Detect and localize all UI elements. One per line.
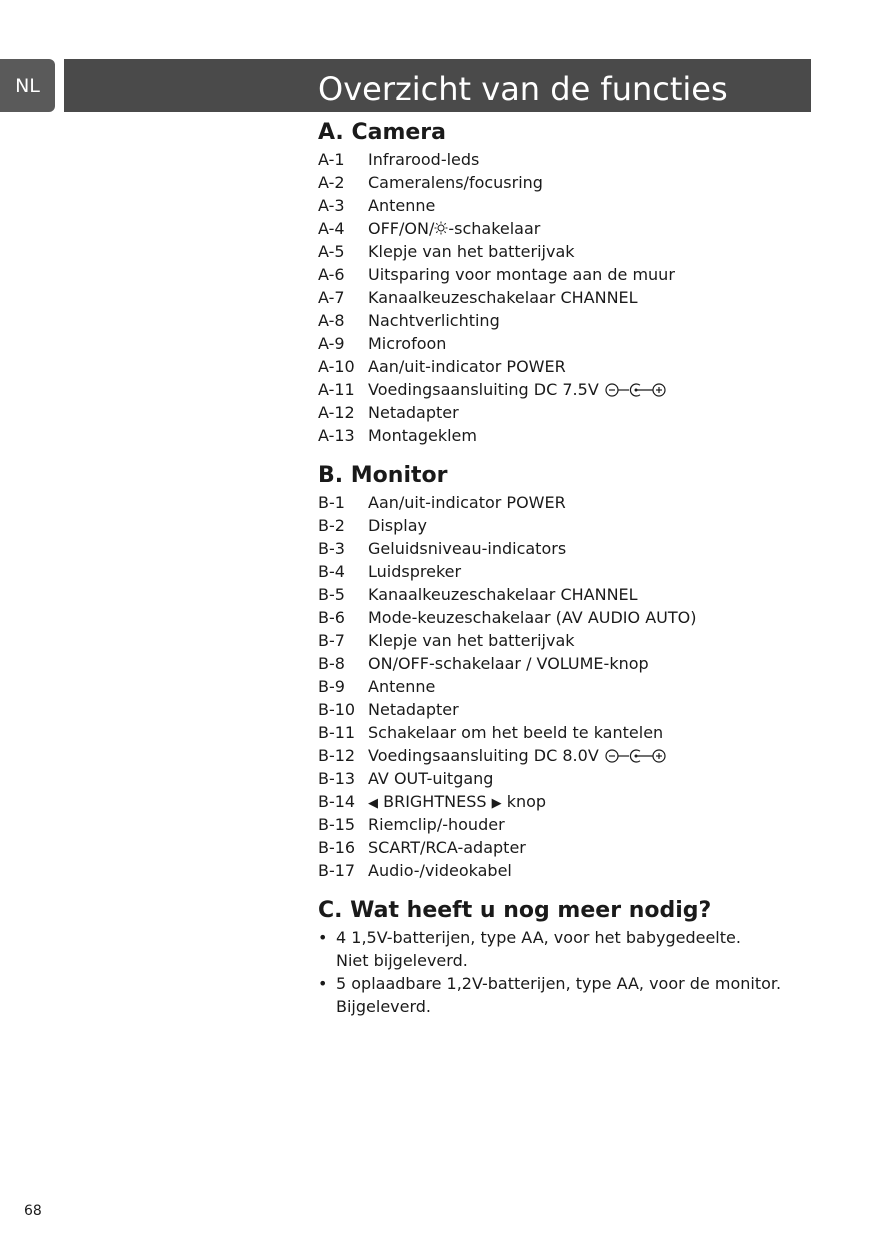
list-item xyxy=(318,744,798,767)
content xyxy=(318,118,798,1018)
list-item xyxy=(318,171,798,194)
list-item xyxy=(318,767,798,790)
item-label: Netadapter xyxy=(368,403,459,422)
list-item xyxy=(318,217,798,240)
list-item xyxy=(318,263,798,286)
item-label: Montageklem xyxy=(368,426,477,445)
list-item xyxy=(318,629,798,652)
item-code: A-2 xyxy=(318,173,345,192)
item-label: Geluidsniveau-indicators xyxy=(368,539,567,558)
item-label: Infrarood-leds xyxy=(368,150,480,169)
item-code: B-3 xyxy=(318,539,345,558)
item-label: Klepje van het batterijvak xyxy=(368,242,575,261)
item-code: B-7 xyxy=(318,631,345,650)
section-a-list xyxy=(318,148,798,447)
item-code: B-1 xyxy=(318,493,345,512)
item-code: A-6 xyxy=(318,265,345,284)
item-label: Nachtverlichting xyxy=(368,311,500,330)
item-code: B-11 xyxy=(318,723,356,742)
item-label: Klepje van het batterijvak xyxy=(368,631,575,650)
section-c-heading: C. Wat heeft u nog meer nodig? xyxy=(318,898,712,923)
triangle-right-icon: ▶ xyxy=(491,796,502,811)
bullet-dot: • xyxy=(318,974,328,993)
item-code: B-10 xyxy=(318,700,356,719)
item-label: ON/OFF-schakelaar / VOLUME-knop xyxy=(368,654,649,673)
dc-polarity-icon xyxy=(605,746,667,769)
page-title: Overzicht van de functies xyxy=(318,70,728,108)
item-label: SCART/RCA-adapter xyxy=(368,838,526,857)
section-c-list xyxy=(318,926,798,1018)
item-code: A-9 xyxy=(318,334,345,353)
list-item xyxy=(318,790,798,813)
item-code: B-4 xyxy=(318,562,345,581)
item-label: Aan/uit-indicator POWER xyxy=(368,357,566,376)
item-code: B-14 xyxy=(318,792,356,811)
item-code: B-6 xyxy=(318,608,345,627)
list-item xyxy=(318,491,798,514)
item-code: A-8 xyxy=(318,311,345,330)
item-label: Mode-keuzeschakelaar (AV AUDIO AUTO) xyxy=(368,608,697,627)
list-item xyxy=(318,309,798,332)
section-a-heading: A. Camera xyxy=(318,120,446,145)
list-item xyxy=(318,148,798,171)
item-code: B-16 xyxy=(318,838,356,857)
item-code: B-5 xyxy=(318,585,345,604)
item-label: Luidspreker xyxy=(368,562,462,581)
item-label: Uitsparing voor montage aan de muur xyxy=(368,265,675,284)
section-b-heading: B. Monitor xyxy=(318,463,448,488)
item-label: Antenne xyxy=(368,196,436,215)
item-code: A-3 xyxy=(318,196,345,215)
item-label: Kanaalkeuzeschakelaar CHANNEL xyxy=(368,288,638,307)
item-code: B-17 xyxy=(318,861,356,880)
item-label: Audio-/videokabel xyxy=(368,861,512,880)
list-item xyxy=(318,606,798,629)
bullet-text: 4 1,5V-batterijen, type AA, voor het babygedeelte. xyxy=(336,928,741,947)
item-code: A-11 xyxy=(318,380,355,399)
list-item xyxy=(318,286,798,309)
item-code: A-1 xyxy=(318,150,345,169)
item-code: A-5 xyxy=(318,242,345,261)
list-item xyxy=(318,560,798,583)
item-code: A-4 xyxy=(318,219,345,238)
item-label: BRIGHTNESS xyxy=(383,792,487,811)
list-item xyxy=(318,240,798,263)
item-code: A-10 xyxy=(318,357,355,376)
bullet-dot: • xyxy=(318,928,328,947)
list-item xyxy=(318,514,798,537)
list-item xyxy=(318,652,798,675)
item-label: Schakelaar om het beeld te kantelen xyxy=(368,723,664,742)
bullet-text: Niet bijgeleverd. xyxy=(336,951,468,970)
item-label: Kanaalkeuzeschakelaar CHANNEL xyxy=(368,585,638,604)
item-label: Netadapter xyxy=(368,700,459,719)
triangle-left-icon: ◀ xyxy=(368,796,378,811)
list-item xyxy=(318,378,798,401)
bullet-text: 5 oplaadbare 1,2V-batterijen, type AA, voor de monitor. xyxy=(336,974,782,993)
item-label: Cameralens/focusring xyxy=(368,173,543,192)
page-number: 68 xyxy=(24,1203,42,1219)
item-code: A-13 xyxy=(318,426,355,445)
item-label-suffix: -schakelaar xyxy=(448,219,541,238)
item-label: Aan/uit-indicator POWER xyxy=(368,493,566,512)
item-code: B-8 xyxy=(318,654,345,673)
list-item xyxy=(318,537,798,560)
bullet-item xyxy=(318,926,798,972)
item-label: Microfoon xyxy=(368,334,447,353)
language-tab: NL xyxy=(0,59,55,112)
item-label: Voedingsaansluiting DC 7.5V xyxy=(368,380,599,399)
section-b-list xyxy=(318,491,798,882)
list-item xyxy=(318,424,798,447)
list-item xyxy=(318,583,798,606)
list-item xyxy=(318,836,798,859)
list-item xyxy=(318,721,798,744)
bullet-item xyxy=(318,972,798,1018)
item-code: A-12 xyxy=(318,403,355,422)
dc-polarity-icon xyxy=(605,380,667,403)
item-code: B-13 xyxy=(318,769,356,788)
item-label: Voedingsaansluiting DC 8.0V xyxy=(368,746,599,765)
sun-icon xyxy=(434,218,448,241)
item-label: AV OUT-uitgang xyxy=(368,769,494,788)
item-label: OFF/ON/ xyxy=(368,219,435,238)
item-label: Antenne xyxy=(368,677,436,696)
list-item xyxy=(318,859,798,882)
item-label-suffix: knop xyxy=(506,792,547,811)
item-label: Riemclip/-houder xyxy=(368,815,505,834)
list-item xyxy=(318,355,798,378)
list-item xyxy=(318,194,798,217)
list-item xyxy=(318,675,798,698)
item-label: Display xyxy=(368,516,427,535)
list-item xyxy=(318,332,798,355)
bullet-text: Bijgeleverd. xyxy=(336,997,432,1016)
item-code: A-7 xyxy=(318,288,345,307)
item-code: B-15 xyxy=(318,815,356,834)
item-code: B-9 xyxy=(318,677,345,696)
item-code: B-2 xyxy=(318,516,345,535)
item-code: B-12 xyxy=(318,746,356,765)
list-item xyxy=(318,813,798,836)
list-item xyxy=(318,698,798,721)
list-item xyxy=(318,401,798,424)
